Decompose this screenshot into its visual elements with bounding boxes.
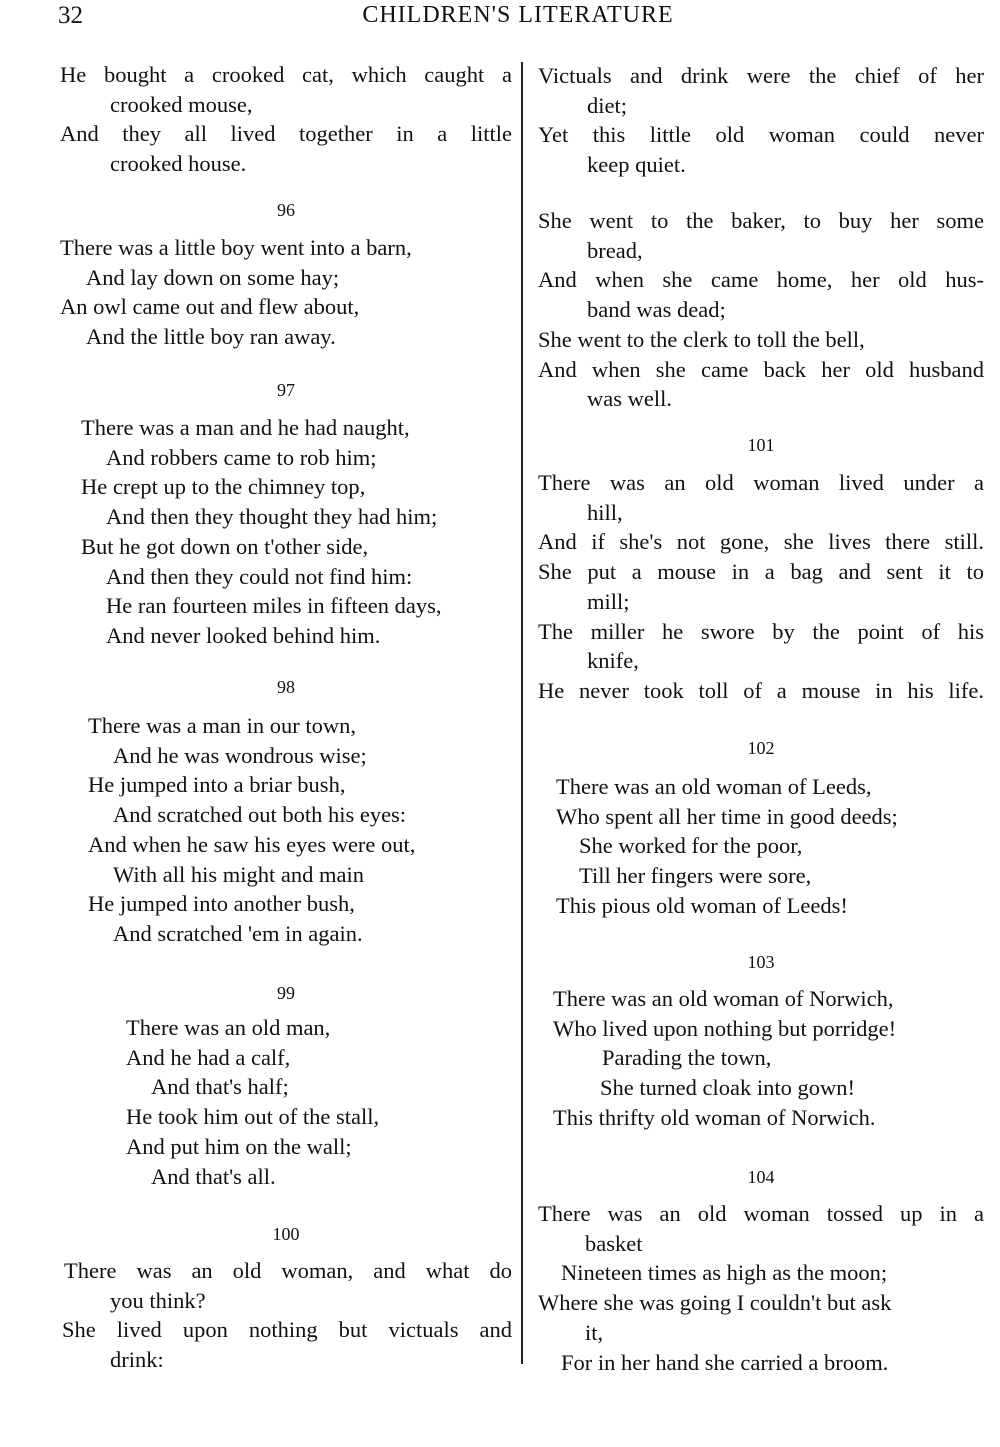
- poem-line: And then they could not find him:: [106, 563, 413, 589]
- poem-line: He never took toll of a mouse in his life.: [538, 677, 984, 703]
- page-number: 32: [58, 2, 83, 29]
- poem-line: She turned cloak into gown!: [600, 1075, 855, 1101]
- poem-line: And then they thought they had him;: [106, 504, 438, 530]
- poem-line: He bought a crooked cat, which caught a: [60, 62, 512, 87]
- poem-line: This thrifty old woman of Norwich.: [553, 1104, 876, 1130]
- poem-line: hill,: [587, 499, 623, 525]
- poem-line: Where she was going I couldn't but ask: [538, 1290, 892, 1316]
- poem-line: She put a mouse in a bag and sent it to: [538, 559, 984, 585]
- poem-line: crooked mouse,: [110, 91, 253, 117]
- poem-line: Till her fingers were sore,: [579, 863, 812, 889]
- poem-line: There was an old man,: [126, 1015, 331, 1040]
- poem-number: 100: [272, 1224, 300, 1244]
- poem-line: was well.: [587, 386, 672, 412]
- poem-line: And the little boy ran away.: [86, 324, 336, 350]
- poem-line: you think?: [110, 1287, 206, 1313]
- poem-line: And when he saw his eyes were out,: [88, 831, 416, 857]
- poem-line: She worked for the poor,: [579, 833, 803, 859]
- poem-number: 102: [747, 738, 775, 758]
- poem-number: 103: [747, 952, 775, 972]
- poem-line: drink:: [110, 1347, 164, 1373]
- poem-100-start: [60, 1256, 512, 1375]
- poem-line: mill;: [587, 588, 630, 614]
- poem-line: And never looked behind him.: [106, 622, 381, 648]
- poem-line: basket: [585, 1230, 643, 1256]
- poem-number: 99: [277, 983, 295, 1003]
- poem-line: And scratched out both his eyes:: [113, 802, 407, 828]
- poem-102: [538, 772, 984, 921]
- poem-line: He jumped into a briar bush,: [88, 772, 346, 798]
- poem-number: 96: [277, 200, 295, 220]
- poem-95-end: [60, 60, 512, 179]
- poem-line: There was an old woman of Leeds,: [556, 774, 872, 799]
- poem-line: And when she came back her old husband: [538, 356, 984, 382]
- poem-104: [538, 1199, 984, 1377]
- poem-number: 104: [747, 1167, 775, 1187]
- poem-number: 98: [277, 677, 295, 697]
- poem-line: The miller he swore by the point of his: [538, 618, 984, 644]
- poem-line: band was dead;: [587, 297, 726, 323]
- poem-line: With all his might and main: [113, 861, 364, 887]
- poem-line: But he got down on t'other side,: [81, 533, 369, 559]
- poem-line: He jumped into another bush,: [88, 891, 355, 917]
- poem-line: There was a little boy went into a barn,: [60, 235, 412, 260]
- poem-line: And lay down on some hay;: [86, 264, 340, 290]
- poem-line: And they all lived together in a little: [60, 121, 512, 147]
- poem-line: He took him out of the stall,: [126, 1104, 380, 1130]
- poem-line: Nineteen times as high as the moon;: [561, 1260, 888, 1286]
- poem-line: Who spent all her time in good deeds;: [556, 803, 898, 829]
- poem-98: [60, 711, 512, 949]
- poem-line: Who lived upon nothing but porridge!: [553, 1015, 897, 1041]
- right-column: [538, 0, 984, 1447]
- poem-line: And he had a calf,: [126, 1044, 291, 1070]
- poem-line: Victuals and drink were the chief of her: [538, 63, 984, 88]
- poem-103: [538, 984, 984, 1133]
- poem-line: Parading the town,: [602, 1045, 772, 1071]
- poem-line: And scratched 'em in again.: [113, 920, 363, 946]
- poem-line: She went to the baker, to buy her some: [538, 208, 984, 233]
- poem-line: There was a man in our town,: [88, 713, 357, 738]
- poem-line: crooked house.: [110, 151, 247, 177]
- poem-line: And if she's not gone, she lives there still.: [538, 529, 984, 555]
- poem-line: And that's all.: [151, 1163, 276, 1189]
- poem-line: She went to the clerk to toll the bell,: [538, 326, 865, 352]
- poem-line: This pious old woman of Leeds!: [556, 892, 848, 918]
- poem-97: [60, 413, 512, 651]
- poem-line: bread,: [587, 237, 643, 263]
- poem-line: There was a man and he had naught,: [81, 415, 410, 440]
- poem-line: And when she came home, her old hus-: [538, 267, 984, 293]
- poem-line: An owl came out and flew about,: [60, 294, 360, 320]
- column-divider: [521, 62, 523, 1364]
- poem-101: [538, 468, 984, 706]
- poem-line: it,: [585, 1319, 604, 1345]
- poem-line: She lived upon nothing but victuals and: [62, 1317, 512, 1343]
- poem-line: For in her hand she carried a broom.: [561, 1349, 889, 1375]
- poem-100-end-stanza-2: [538, 206, 984, 414]
- poem-line: There was an old woman tossed up in a: [538, 1201, 984, 1226]
- poem-100-end: [538, 61, 984, 180]
- poem-line: And he was wondrous wise;: [113, 742, 367, 768]
- poem-line: He ran fourteen miles in fifteen days,: [106, 593, 442, 619]
- running-title: CHILDREN'S LITERATURE: [362, 2, 674, 28]
- poem-line: knife,: [587, 648, 639, 674]
- poem-line: He crept up to the chimney top,: [81, 474, 366, 500]
- poem-line: Yet this little old woman could never: [538, 122, 984, 148]
- poem-line: And that's half;: [151, 1074, 289, 1100]
- poem-96: [60, 233, 512, 352]
- poem-line: There was an old woman, and what do: [64, 1258, 512, 1283]
- poem-line: There was an old woman of Norwich,: [553, 986, 894, 1011]
- left-column: [60, 0, 512, 1447]
- poem-number: 101: [747, 435, 775, 455]
- poem-line: And put him on the wall;: [126, 1133, 352, 1159]
- poem-line: keep quiet.: [587, 152, 686, 178]
- poem-number: 97: [277, 380, 295, 400]
- poem-line: And robbers came to rob him;: [106, 444, 377, 470]
- poem-line: There was an old woman lived under a: [538, 470, 984, 495]
- poem-line: diet;: [587, 92, 627, 118]
- poem-99: [60, 1013, 512, 1191]
